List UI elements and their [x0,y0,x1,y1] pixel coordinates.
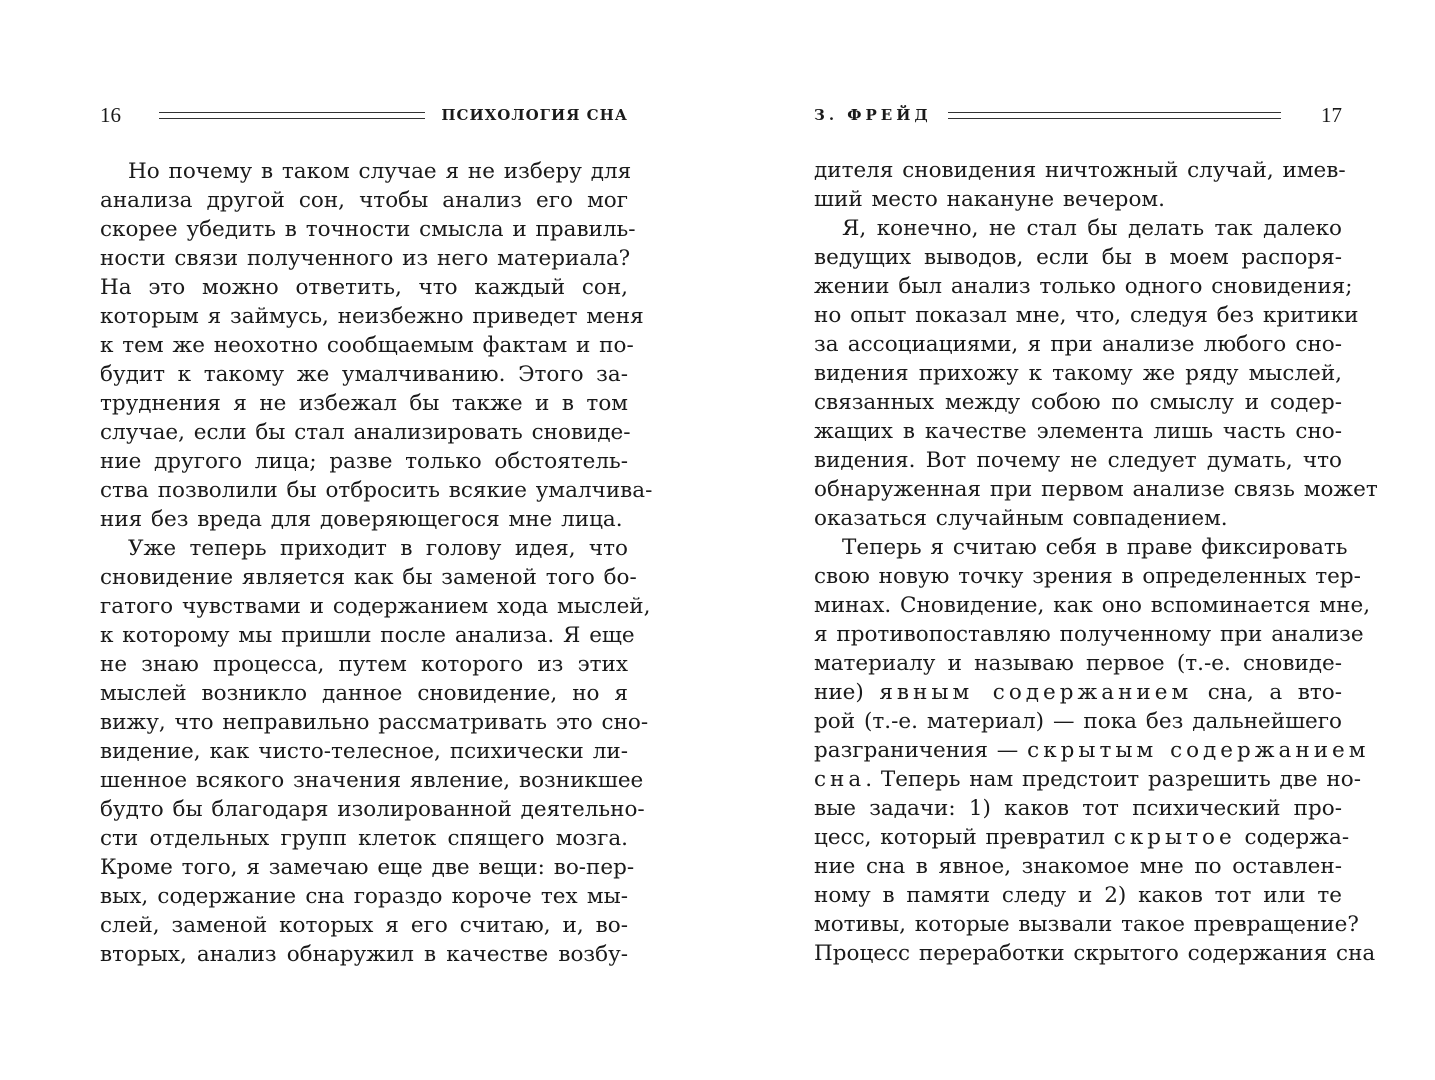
text-run: случае, если бы стал анализировать сновиде- [100,420,631,445]
left-page-header [100,100,628,130]
text-run: разграничения — [814,738,1028,763]
text-line [814,302,1359,331]
text-run: труднения я не избежал бы также и в том [100,391,628,416]
text-run: которым я займусь, неизбежно приведет меня [100,304,644,329]
text-run: свою новую точку зрения в определенных тер- [814,564,1361,589]
text-line [814,476,1378,505]
text-line [814,621,1364,650]
text-line [814,505,1342,534]
text-line [814,940,1376,969]
text-run: но опыт показал мне, что, следуя без критики [814,303,1359,328]
text-run: минах. Сновидение, как оно вспоминается мне, [814,593,1371,618]
text-line [814,650,1342,679]
text-run: ведущих выводов, если бы в моем распоря- [814,245,1342,270]
text-run: вижу, что неправильно рассматривать это сно- [100,710,649,735]
text-line [100,302,644,331]
text-line [100,505,628,534]
text-run: видения прихожу к такому же ряду мыслей, [814,361,1342,386]
text-line [100,244,631,273]
text-line [814,853,1342,882]
text-run: ние сна в явное, знакомое мне по оставлен- [814,854,1342,879]
spaced-emphasis: скрытым содержанием [1027,738,1370,763]
text-line [100,737,628,766]
text-line [100,476,653,505]
text-run: сти отдельных групп клеток спящего мозга. [100,826,628,851]
page-number: 16 [100,102,121,127]
text-line [814,679,1342,708]
text-run: ния без вреда для доверяющегося мне лица. [100,507,623,532]
text-run: слей, заменой которых я его считаю, и, во- [100,913,628,938]
text-line [814,534,1348,563]
text-line [814,389,1342,418]
text-run: ства позволили бы отбросить всякие умалчива- [100,478,653,503]
text-line [814,186,1342,215]
text-run: материалу и называю первое (т.-е. сновиде- [814,651,1342,676]
text-run: будит к такому же умалчиванию. Этого за- [100,362,628,387]
text-line [100,563,637,592]
text-run: ший место накануне вечером. [814,187,1165,212]
text-run: сновидение является как бы заменой того бо- [100,565,637,590]
text-line [100,331,634,360]
text-line [100,389,628,418]
text-line [100,418,631,447]
text-line [814,592,1371,621]
text-run: связанных между собою по смыслу и содер- [814,390,1342,415]
text-line [100,447,628,476]
left-page-text [100,157,653,969]
text-line [814,244,1342,273]
text-run: ние) [814,680,880,705]
text-line [100,766,644,795]
text-line [100,650,628,679]
text-run: содержа- [1235,825,1350,850]
text-run: не знаю процесса, путем которого из этих [100,652,628,677]
text-run: жении был анализ только одного сновидения; [814,274,1353,299]
text-line [100,940,628,969]
text-run: я противопоставляю полученному при анализе [814,622,1364,647]
text-run: рой (т.-е. материал) — пока без дальнейшего [814,709,1342,734]
text-line [100,853,635,882]
text-line [100,592,651,621]
text-line [100,157,632,186]
spaced-emphasis: скрытое [1113,825,1236,850]
text-line [814,447,1342,476]
text-run: . Теперь нам предстоит разрешить две но- [865,767,1361,792]
text-line [100,215,636,244]
text-line [100,708,649,737]
text-run: обнаруженная при первом анализе связь может [814,477,1378,502]
text-run: анализа другой сон, чтобы анализ его мог [100,188,628,213]
text-line [100,882,628,911]
text-line [100,360,628,389]
text-run: Я, конечно, не стал бы делать так далеко [842,216,1342,241]
running-head: З. ФРЕЙД [814,106,932,124]
text-line [100,824,628,853]
text-line [814,882,1342,911]
text-line [100,621,635,650]
text-run: Кроме того, я замечаю еще две вещи: во-пер- [100,855,635,880]
text-line [814,737,1370,766]
text-line [100,911,628,940]
right-page-header [814,100,1342,130]
text-line [814,418,1342,447]
text-line [814,708,1342,737]
text-run: Уже теперь приходит в голову идея, что [128,536,628,561]
page-number: 17 [1321,102,1342,127]
text-run: цесс, который превратил [814,825,1114,850]
text-line [814,766,1361,795]
text-line [100,795,645,824]
spaced-emphasis: сна [814,767,866,792]
text-line [814,563,1361,592]
header-rule [948,112,1281,119]
text-run: будто бы благодаря изолированной деятельно- [100,797,645,822]
running-head: ПСИХОЛОГИЯ СНА [441,106,628,124]
text-run: оказаться случайным совпадением. [814,506,1228,531]
text-run: сна, а вто- [1192,680,1342,705]
text-run: шенное всякого значения явление, возникшее [100,768,644,793]
text-run: На это можно ответить, что каждый сон, [100,275,628,300]
text-run: ности связи полученного из него материала? [100,246,631,271]
text-run: вые задачи: 1) каков тот психический про- [814,796,1342,821]
text-run: дителя сновидения ничтожный случай, имев- [814,158,1346,183]
text-line [814,824,1350,853]
text-run: скорее убедить в точности смысла и правиль- [100,217,636,242]
text-run: за ассоциациями, я при анализе любого сно- [814,332,1342,357]
text-run: мотивы, которые вызвали такое превращение? [814,912,1359,937]
text-run: к тем же неохотно сообщаемым фактам и по- [100,333,634,358]
text-run: жащих в качестве элемента лишь часть сно- [814,419,1342,444]
text-line [814,215,1342,244]
spaced-emphasis: явным содержанием [879,680,1193,705]
text-line [814,795,1342,824]
text-line [814,331,1342,360]
text-line [814,911,1359,940]
text-line [814,273,1353,302]
text-run: Но почему в таком случае я не изберу для [128,159,632,184]
text-run: мыслей возникло данное сновидение, но я [100,681,628,706]
text-run: гатого чувствами и содержанием хода мыслей, [100,594,651,619]
text-run: вых, содержание сна гораздо короче тех мы- [100,884,628,909]
text-run: Теперь я считаю себя в праве фиксировать [842,535,1348,560]
text-run: видения. Вот почему не следует думать, что [814,448,1342,473]
right-page-text [814,157,1378,969]
text-run: ние другого лица; разве только обстоятель- [100,449,628,474]
header-rule [159,112,425,119]
text-run: Процесс переработки скрытого содержания сна [814,941,1376,966]
text-line [814,360,1342,389]
text-run: ному в памяти следу и 2) каков тот или те [814,883,1342,908]
text-run: видение, как чисто-телесное, психически ли- [100,739,628,764]
text-line [100,679,628,708]
text-run: к которому мы пришли после анализа. Я еще [100,623,635,648]
text-line [100,273,628,302]
text-line [100,534,628,563]
text-line [814,157,1346,186]
text-line [100,186,628,215]
text-run: вторых, анализ обнаружил в качестве возбу- [100,942,628,967]
